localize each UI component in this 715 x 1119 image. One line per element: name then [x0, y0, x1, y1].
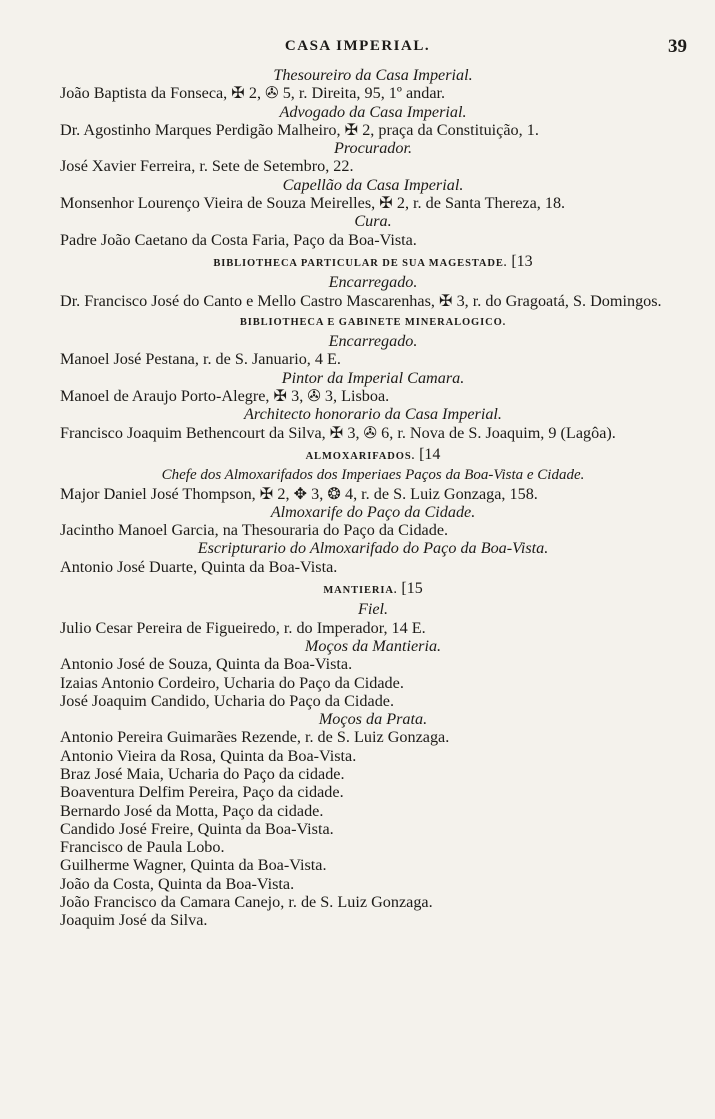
section-number: [13	[511, 252, 533, 270]
directory-entry	[60, 856, 686, 874]
line-text: Antonio Pereira Guimarães Rezende, r. de S. Luiz Gonzaga.	[60, 728, 450, 747]
line-text: Jacintho Manoel Garcia, na Thesouraria do Paço da Cidade.	[60, 521, 449, 540]
section-number: [14	[419, 445, 441, 463]
section-heading	[60, 446, 686, 466]
line-text: Candido José Freire, Quinta da Boa-Vista.	[60, 819, 334, 838]
directory-entry	[60, 485, 686, 503]
role-heading	[60, 466, 686, 484]
role-heading	[60, 176, 686, 194]
line-text: Boaventura Delfim Pereira, Paço da cidade.	[60, 783, 344, 802]
role-heading	[60, 637, 686, 655]
line-text: BIBLIOTHECA PARTICULAR DE SUA MAGESTADE.	[213, 257, 508, 269]
directory-entry	[60, 692, 686, 710]
line-text: Almoxarife do Paço da Cidade.	[270, 502, 476, 521]
role-heading	[60, 600, 686, 618]
directory-entry	[60, 674, 686, 692]
line-text: Encarregado.	[328, 273, 418, 292]
line-text: José Joaquim Candido, Ucharia do Paço da Cidade.	[60, 691, 395, 710]
directory-entry	[60, 558, 686, 576]
role-heading	[60, 503, 686, 521]
line-text: Monsenhor Lourenço Vieira de Souza Meirelles, ✠ 2, r. de Santa Thereza, 18.	[60, 194, 566, 213]
directory-entry	[60, 747, 686, 765]
directory-entry	[60, 838, 686, 856]
line-text: Thesoureiro da Casa Imperial.	[273, 66, 473, 84]
directory-entry	[60, 84, 686, 102]
role-heading	[60, 273, 686, 291]
role-heading	[60, 405, 686, 423]
role-heading	[60, 332, 686, 350]
line-text: Pintor da Imperial Camara.	[281, 368, 465, 387]
directory-entry	[60, 893, 686, 911]
line-text: Bernardo José da Motta, Paço da cidade.	[60, 801, 324, 820]
line-text: ALMOXARIFADOS.	[305, 450, 416, 462]
page-title: CASA IMPERIAL.	[284, 38, 431, 54]
line-text: Antonio José de Souza, Quinta da Boa-Vista.	[60, 655, 353, 674]
line-text: Izaias Antonio Cordeiro, Ucharia do Paço da Cidade.	[60, 673, 404, 692]
role-heading	[60, 369, 686, 387]
page-number: 39	[668, 36, 687, 57]
page-header	[0, 36, 715, 62]
line-text: João Francisco da Camara Canejo, r. de S. Luiz Gonzaga.	[60, 893, 433, 912]
section-heading	[60, 580, 686, 600]
line-text: Major Daniel José Thompson, ✠ 2, ✥ 3, ❂ 4, r. de S. Luiz Gonzaga, 158.	[60, 484, 538, 503]
role-heading	[60, 103, 686, 121]
line-text: João da Costa, Quinta da Boa-Vista.	[60, 874, 295, 893]
directory-entry	[60, 655, 686, 673]
line-text: Moços da Mantieria.	[304, 636, 442, 655]
directory-entry	[60, 121, 686, 139]
directory-entry	[60, 765, 686, 783]
directory-entry	[60, 521, 686, 539]
directory-entry	[60, 424, 686, 442]
line-text: Antonio José Duarte, Quinta da Boa-Vista.	[60, 557, 338, 576]
directory-entry	[60, 157, 686, 175]
section-heading	[60, 253, 686, 273]
line-text: Francisco Joaquim Bethencourt da Silva, ✠ 3, ✇ 6, r. Nova de S. Joaquim, 9 (Lagôa).	[60, 423, 616, 442]
line-text: Dr. Francisco José do Canto e Mello Castro Mascarenhas, ✠ 3, r. do Gragoatá, S. Domingos.	[60, 291, 662, 310]
section-heading	[60, 314, 686, 332]
directory-entry	[60, 783, 686, 801]
directory-entry	[60, 911, 686, 929]
directory-entry	[60, 820, 686, 838]
line-text: Manoel de Araujo Porto-Alegre, ✠ 3, ✇ 3, Lisboa.	[60, 387, 390, 406]
line-text: Dr. Agostinho Marques Perdigão Malheiro, ✠ 2, praça da Constituição, 1.	[60, 120, 539, 139]
directory-entry	[60, 875, 686, 893]
directory-entry	[60, 194, 686, 212]
directory-entry	[60, 728, 686, 746]
line-text: Manoel José Pestana, r. de S. Januario, 4 E.	[60, 350, 341, 369]
line-text: MANTIERIA.	[323, 585, 398, 597]
line-text: Procurador.	[333, 139, 413, 158]
role-heading	[60, 139, 686, 157]
line-text: José Xavier Ferreira, r. Sete de Setembro, 22.	[60, 157, 354, 176]
directory-entry	[60, 619, 686, 637]
directory-entry	[60, 292, 686, 310]
line-text: BIBLIOTHECA E GABINETE MINERALOGICO.	[239, 316, 507, 328]
line-text: Padre João Caetano da Costa Faria, Paço da Boa-Vista.	[60, 230, 417, 249]
line-text: Francisco de Paula Lobo.	[60, 838, 225, 857]
role-heading	[60, 710, 686, 728]
directory-entry	[60, 387, 686, 405]
line-text: Antonio Vieira da Rosa, Quinta da Boa-Vista.	[60, 746, 357, 765]
line-text: João Baptista da Fonseca, ✠ 2, ✇ 5, r. Direita, 95, 1º andar.	[60, 84, 446, 103]
role-heading	[60, 539, 686, 557]
line-text: Advogado da Casa Imperial.	[279, 102, 467, 121]
line-text: Julio Cesar Pereira de Figueiredo, r. do Imperador, 14 E.	[60, 618, 426, 637]
directory-entry	[60, 231, 686, 249]
line-text: Cura.	[354, 212, 392, 231]
line-text: Capellão da Casa Imperial.	[282, 175, 464, 194]
directory-entry	[60, 350, 686, 368]
role-heading	[60, 66, 686, 84]
line-text: Chefe dos Almoxarifados dos Imperiaes Paços da Boa-Vista e Cidade.	[161, 467, 585, 484]
line-text: Braz José Maia, Ucharia do Paço da cidade.	[60, 764, 345, 783]
page-body	[60, 66, 686, 930]
line-text: Architecto honorario da Casa Imperial.	[244, 405, 502, 424]
line-text: Encarregado.	[328, 332, 418, 351]
role-heading	[60, 212, 686, 230]
line-text: Fiel.	[357, 600, 389, 619]
section-number: [15	[401, 580, 423, 598]
line-text: Joaquim José da Silva.	[60, 911, 208, 930]
directory-entry	[60, 802, 686, 820]
line-text: Moços da Prata.	[318, 710, 428, 729]
line-text: Guilherme Wagner, Quinta da Boa-Vista.	[60, 856, 327, 875]
line-text: Escripturario do Almoxarifado do Paço da Boa-Vista.	[197, 539, 549, 558]
